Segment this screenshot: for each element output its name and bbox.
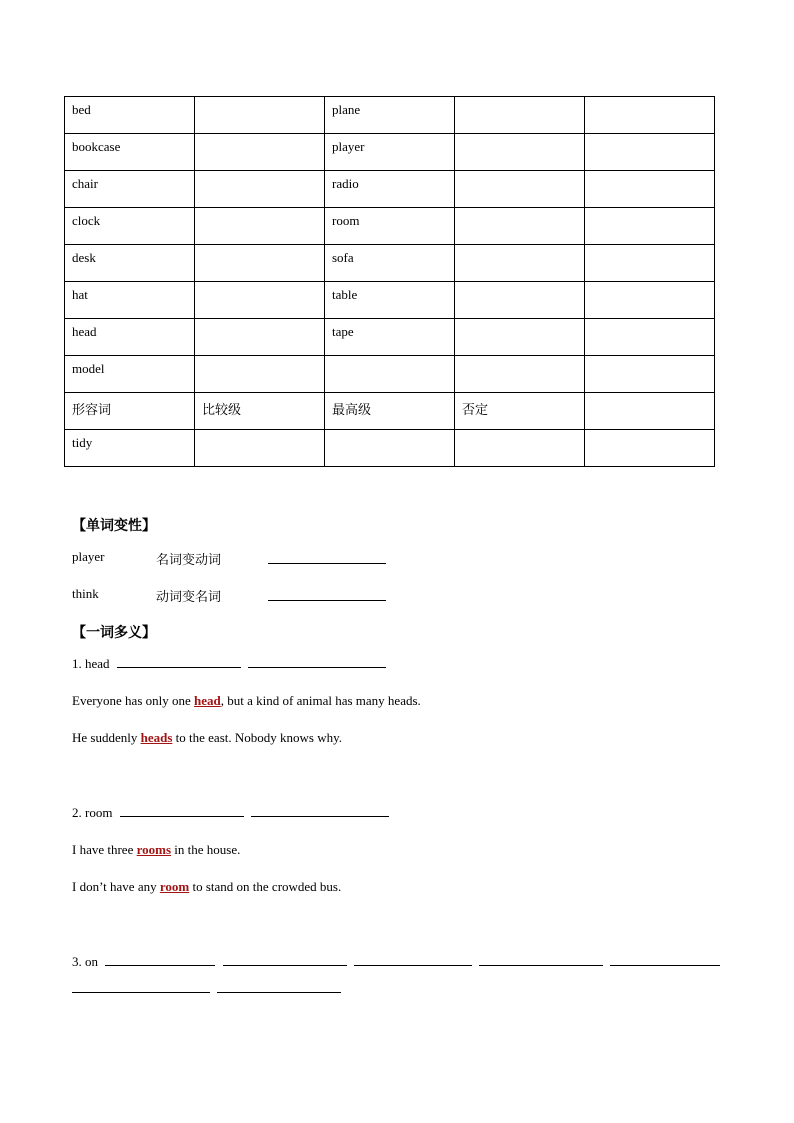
table-cell: table [325,282,455,319]
table-row [65,171,715,208]
answer-blank[interactable] [72,980,210,993]
vocabulary-table [64,96,715,467]
keyword: rooms [136,842,172,857]
table-cell: player [325,134,455,171]
table-cell-blank[interactable] [585,430,715,467]
table-cell: model [65,356,195,393]
table-cell: 否定 [455,393,585,430]
table-cell: sofa [325,245,455,282]
polysemy-item-on-continued [72,980,341,997]
table-row [65,356,715,393]
answer-blank[interactable] [248,655,386,668]
table-cell-blank[interactable] [455,430,585,467]
table-cell-blank[interactable] [195,134,325,171]
sentence-text: , but a kind of animal has many heads. [220,693,421,708]
example-sentence [72,693,421,709]
table-cell-blank[interactable] [585,208,715,245]
table-row [65,97,715,134]
table-row [65,208,715,245]
table-cell-blank[interactable] [585,393,715,430]
table-cell-blank[interactable] [585,134,715,171]
table-cell-blank[interactable] [325,430,455,467]
table-cell-blank[interactable] [195,319,325,356]
table-cell-blank[interactable] [195,171,325,208]
keyword: head [194,693,221,708]
table-cell: 形容词 [65,393,195,430]
table-row [65,393,715,430]
table-cell: bookcase [65,134,195,171]
polysemy-item-on [72,953,720,970]
answer-blank[interactable] [120,804,244,817]
word-form-word: player [72,549,105,564]
table-cell: tape [325,319,455,356]
table-cell-blank[interactable] [455,319,585,356]
table-cell-blank[interactable] [195,97,325,134]
word-forms-title: 【单词变性】 [72,518,156,534]
table-cell-blank[interactable] [325,356,455,393]
answer-blank[interactable] [105,953,215,966]
table-cell-blank[interactable] [195,356,325,393]
table-cell: hat [65,282,195,319]
word-form-instruction: 动词变名词 [156,590,222,605]
table-cell-blank[interactable] [455,245,585,282]
sentence-text: to stand on the crowded bus. [189,879,342,894]
table-cell-blank[interactable] [585,245,715,282]
table-cell-blank[interactable] [195,430,325,467]
polysemy-label: 3. on [72,954,98,969]
polysemy-item-head [72,655,386,672]
table-cell-blank[interactable] [195,208,325,245]
table-cell-blank[interactable] [455,171,585,208]
table-cell-blank[interactable] [585,97,715,134]
answer-blank[interactable] [268,588,386,601]
table-cell-blank[interactable] [585,171,715,208]
keyword: room [159,879,190,894]
table-cell-blank[interactable] [585,282,715,319]
polysemy-item-room [72,804,389,821]
keyword: heads [140,730,173,745]
answer-blank[interactable] [117,655,241,668]
answer-blank[interactable] [217,980,341,993]
answer-blank[interactable] [354,953,472,966]
answer-blank[interactable] [223,953,347,966]
table-row [65,245,715,282]
sentence-text: to the east. Nobody knows why. [172,730,342,745]
table-row [65,430,715,467]
polysemy-label: 2. room [72,805,113,820]
table-row [65,319,715,356]
table-cell: 比较级 [195,393,325,430]
answer-blank[interactable] [251,804,389,817]
sentence-text: He suddenly [72,730,141,745]
table-cell: 最高级 [325,393,455,430]
example-sentence [72,842,240,858]
sentence-text: I have three [72,842,137,857]
table-cell: tidy [65,430,195,467]
word-form-word: think [72,586,99,601]
sentence-text: Everyone has only one [72,693,195,708]
table-row [65,134,715,171]
vocabulary-table-body [65,97,715,467]
table-cell: clock [65,208,195,245]
polysemy-title: 【一词多义】 [72,625,156,641]
table-cell-blank[interactable] [585,319,715,356]
table-cell-blank[interactable] [455,134,585,171]
table-cell-blank[interactable] [585,356,715,393]
word-form-instruction: 名词变动词 [156,553,222,568]
table-cell: plane [325,97,455,134]
sentence-text: I don’t have any [72,879,160,894]
table-cell: room [325,208,455,245]
table-cell-blank[interactable] [455,282,585,319]
answer-blank[interactable] [610,953,720,966]
polysemy-label: 1. head [72,656,110,671]
table-cell: desk [65,245,195,282]
table-row [65,282,715,319]
table-cell: bed [65,97,195,134]
answer-blank[interactable] [268,551,386,564]
table-cell-blank[interactable] [455,97,585,134]
sentence-text: in the house. [171,842,241,857]
table-cell-blank[interactable] [195,245,325,282]
example-sentence [72,879,341,895]
table-cell: chair [65,171,195,208]
table-cell: head [65,319,195,356]
table-cell-blank[interactable] [195,282,325,319]
table-cell-blank[interactable] [455,356,585,393]
answer-blank[interactable] [479,953,603,966]
example-sentence [72,730,342,746]
table-cell: radio [325,171,455,208]
table-cell-blank[interactable] [455,208,585,245]
